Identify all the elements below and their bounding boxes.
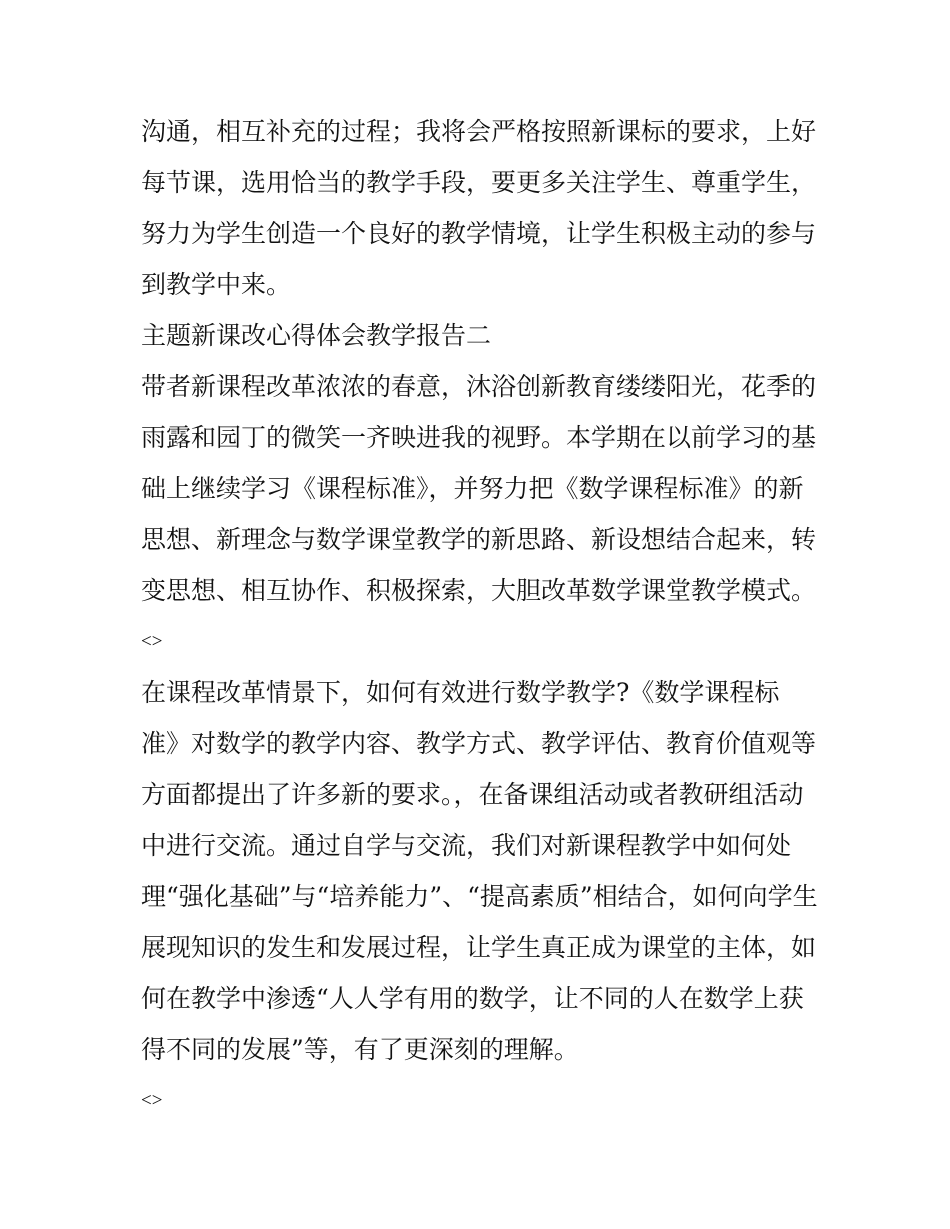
text-line: 带者新课程改革浓浓的春意，沐浴创新教育缕缕阳光，花季的 bbox=[141, 372, 817, 401]
placeholder-marker: <> bbox=[141, 631, 163, 652]
text-line: 展现知识的发生和发展过程，让学生真正成为课堂的主体，如 bbox=[141, 933, 817, 962]
text-line: 思想、新理念与数学课堂教学的新思路、新设想结合起来，转 bbox=[141, 525, 817, 554]
text-line: 每节课，选用恰当的教学手段，要更多关注学生、尊重学生， bbox=[141, 168, 817, 197]
text-line: 理“强化基础”与“培养能力”、“提高素质”相结合，如何向学生 bbox=[141, 882, 818, 911]
text-line: 准》对数学的教学内容、教学方式、教学评估、教育价值观等 bbox=[141, 729, 817, 758]
placeholder-marker: <> bbox=[141, 1090, 163, 1111]
text-line: 何在教学中渗透“人人学有用的数学，让不同的人在数学上获 bbox=[141, 984, 804, 1013]
section-heading: 主题新课改心得体会教学报告二 bbox=[141, 321, 492, 350]
text-line: 中进行交流。通过自学与交流，我们对新课程教学中如何处 bbox=[141, 831, 792, 860]
text-line: 方面都提出了许多新的要求。，在备课组活动或者教研组活动 bbox=[141, 780, 804, 809]
text-line: 变思想、相互协作、积极探索，大胆改革数学课堂教学模式。 bbox=[141, 576, 817, 605]
text-line: 沟通，相互补充的过程；我将会严格按照新课标的要求，上好 bbox=[141, 117, 817, 146]
text-line: 到教学中来。 bbox=[141, 270, 292, 299]
text-line: 雨露和园丁的微笑一齐映进我的视野。本学期在以前学习的基 bbox=[141, 423, 817, 452]
text-line: 努力为学生创造一个良好的教学情境，让学生积极主动的参与 bbox=[141, 219, 817, 248]
text-line: 在课程改革情景下，如何有效进行数学教学?《数学课程标 bbox=[141, 678, 780, 707]
text-line: 础上继续学习《课程标准》，并努力把《数学课程标准》的新 bbox=[141, 474, 804, 503]
document-body bbox=[141, 106, 821, 1126]
text-line: 得不同的发展”等，有了更深刻的理解。 bbox=[141, 1035, 579, 1064]
